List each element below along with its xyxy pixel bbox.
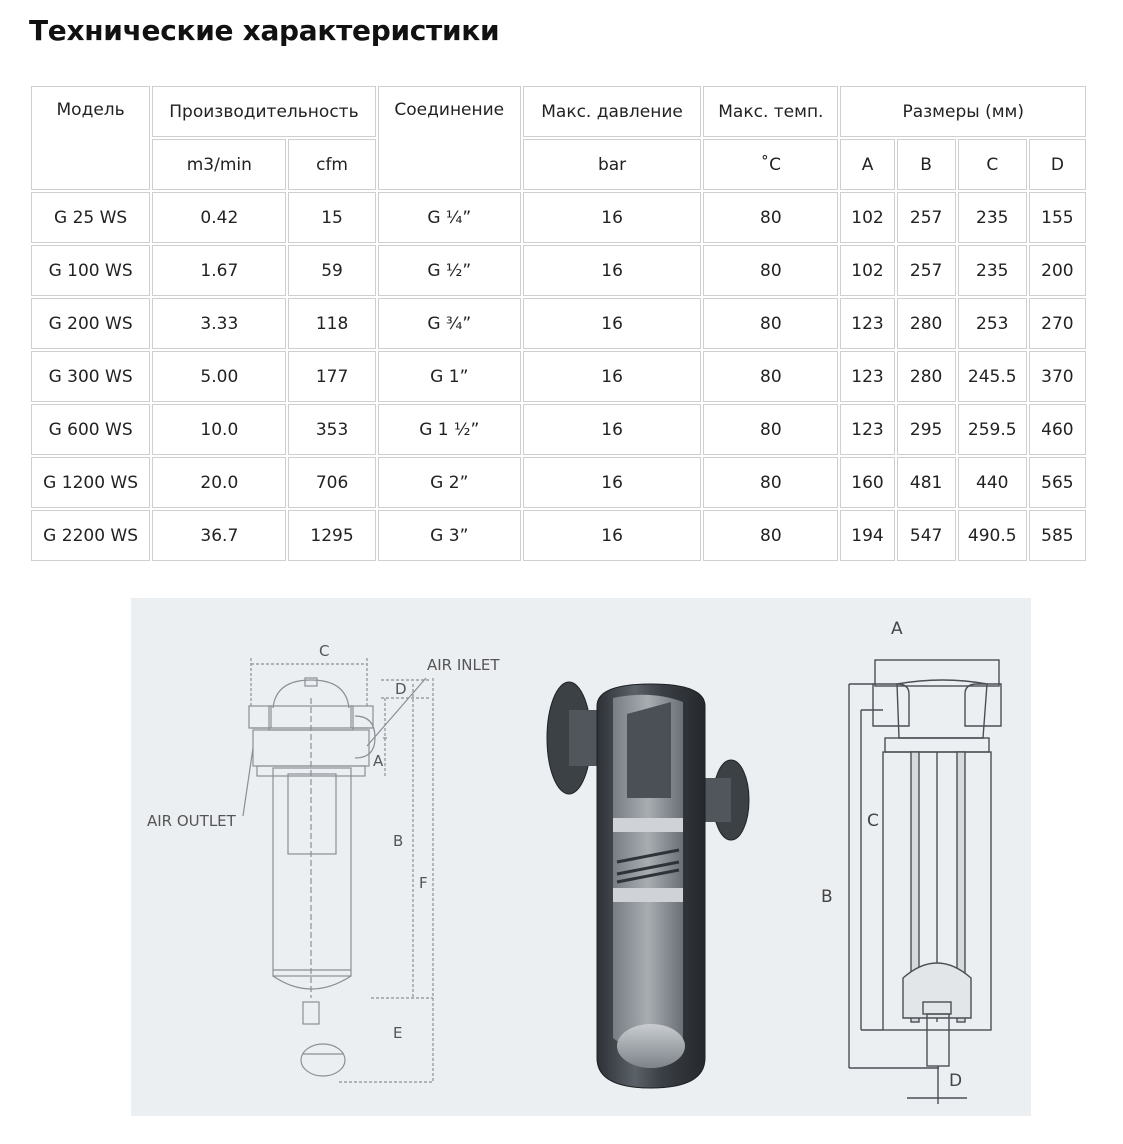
label-air-outlet: AIR OUTLET xyxy=(147,812,236,830)
cell-dim-d: 585 xyxy=(1029,510,1086,561)
cell-model: G 25 WS xyxy=(31,192,150,243)
cell-temp: 80 xyxy=(703,298,838,349)
cell-dim-b: 481 xyxy=(897,457,956,508)
cell-pressure: 16 xyxy=(523,192,701,243)
cell-dim-d: 270 xyxy=(1029,298,1086,349)
cell-model: G 300 WS xyxy=(31,351,150,402)
header-max-pressure: Макс. давление xyxy=(523,86,701,137)
subheader-celsius: ˚C xyxy=(703,139,838,190)
label-air-inlet: AIR INLET xyxy=(427,656,500,674)
cell-temp: 80 xyxy=(703,404,838,455)
cell-dim-a: 160 xyxy=(840,457,894,508)
left-schematic-labels xyxy=(147,642,500,1042)
cell-dim-c: 259.5 xyxy=(958,404,1027,455)
label-b-left: B xyxy=(393,832,404,850)
cell-cfm: 15 xyxy=(288,192,375,243)
cell-dim-a: 123 xyxy=(840,351,894,402)
header-max-temp: Макс. темп. xyxy=(703,86,838,137)
filter-diagram-svg xyxy=(131,598,1031,1116)
header-model: Модель xyxy=(31,86,150,190)
cell-temp: 80 xyxy=(703,457,838,508)
subheader-dim-c: C xyxy=(958,139,1027,190)
cell-dim-d: 200 xyxy=(1029,245,1086,296)
right-schematic-labels xyxy=(821,619,962,1091)
cell-m3min: 1.67 xyxy=(152,245,286,296)
spec-table xyxy=(29,84,1088,563)
table-row xyxy=(31,510,1086,561)
cell-model: G 100 WS xyxy=(31,245,150,296)
cell-dim-c: 490.5 xyxy=(958,510,1027,561)
label-b-right: B xyxy=(821,887,833,907)
cell-dim-c: 440 xyxy=(958,457,1027,508)
label-f-left: F xyxy=(419,874,428,892)
cell-connection: G 1 ½” xyxy=(378,404,521,455)
cell-dim-c: 245.5 xyxy=(958,351,1027,402)
cell-dim-a: 194 xyxy=(840,510,894,561)
cell-temp: 80 xyxy=(703,245,838,296)
cell-model: G 600 WS xyxy=(31,404,150,455)
cell-pressure: 16 xyxy=(523,298,701,349)
cell-cfm: 118 xyxy=(288,298,375,349)
cell-dim-c: 235 xyxy=(958,192,1027,243)
filter-cutaway-3d xyxy=(547,682,749,1088)
filter-diagram xyxy=(131,598,1031,1116)
cell-m3min: 10.0 xyxy=(152,404,286,455)
cell-temp: 80 xyxy=(703,351,838,402)
right-schematic xyxy=(849,660,1001,1104)
subheader-dim-b: B xyxy=(897,139,956,190)
table-row xyxy=(31,351,1086,402)
cell-pressure: 16 xyxy=(523,351,701,402)
subheader-dim-a: A xyxy=(840,139,894,190)
cell-dim-d: 565 xyxy=(1029,457,1086,508)
label-e-left: E xyxy=(393,1024,403,1042)
cell-m3min: 36.7 xyxy=(152,510,286,561)
cell-model: G 1200 WS xyxy=(31,457,150,508)
subheader-cfm: cfm xyxy=(288,139,375,190)
subheader-m3min: m3/min xyxy=(152,139,286,190)
cell-cfm: 177 xyxy=(288,351,375,402)
header-capacity: Производительность xyxy=(152,86,375,137)
cell-temp: 80 xyxy=(703,510,838,561)
cell-dim-d: 155 xyxy=(1029,192,1086,243)
cell-dim-b: 280 xyxy=(897,351,956,402)
cell-dim-d: 460 xyxy=(1029,404,1086,455)
header-connection: Соединение xyxy=(378,86,521,190)
cell-dim-a: 123 xyxy=(840,298,894,349)
page-title: Технические характеристики xyxy=(29,14,500,47)
label-c-left: C xyxy=(319,642,330,660)
cell-connection: G ¼” xyxy=(378,192,521,243)
table-row xyxy=(31,192,1086,243)
cell-dim-b: 547 xyxy=(897,510,956,561)
cell-dim-c: 253 xyxy=(958,298,1027,349)
cell-dim-c: 235 xyxy=(958,245,1027,296)
label-a-left: A xyxy=(373,752,384,770)
cell-dim-d: 370 xyxy=(1029,351,1086,402)
label-c-right: C xyxy=(867,811,879,831)
cell-cfm: 706 xyxy=(288,457,375,508)
cell-m3min: 5.00 xyxy=(152,351,286,402)
cell-pressure: 16 xyxy=(523,245,701,296)
cell-dim-a: 102 xyxy=(840,245,894,296)
cell-cfm: 59 xyxy=(288,245,375,296)
label-a-right: A xyxy=(891,619,903,639)
cell-dim-a: 102 xyxy=(840,192,894,243)
header-row xyxy=(31,86,1086,137)
cell-dim-b: 295 xyxy=(897,404,956,455)
cell-dim-b: 257 xyxy=(897,192,956,243)
cell-pressure: 16 xyxy=(523,457,701,508)
cell-dim-a: 123 xyxy=(840,404,894,455)
header-dimensions: Размеры (мм) xyxy=(840,86,1086,137)
cell-m3min: 0.42 xyxy=(152,192,286,243)
cell-pressure: 16 xyxy=(523,510,701,561)
cell-connection: G ¾” xyxy=(378,298,521,349)
cell-m3min: 3.33 xyxy=(152,298,286,349)
label-d-left: D xyxy=(395,680,407,698)
cell-connection: G 3” xyxy=(378,510,521,561)
table-row xyxy=(31,245,1086,296)
table-row xyxy=(31,404,1086,455)
cell-temp: 80 xyxy=(703,192,838,243)
cell-cfm: 1295 xyxy=(288,510,375,561)
cell-model: G 2200 WS xyxy=(31,510,150,561)
subheader-row xyxy=(31,139,1086,190)
cell-connection: G ½” xyxy=(378,245,521,296)
label-d-right: D xyxy=(949,1071,963,1091)
subheader-bar: bar xyxy=(523,139,701,190)
table-row xyxy=(31,298,1086,349)
cell-pressure: 16 xyxy=(523,404,701,455)
cell-connection: G 1” xyxy=(378,351,521,402)
cell-dim-b: 280 xyxy=(897,298,956,349)
cell-model: G 200 WS xyxy=(31,298,150,349)
subheader-dim-d: D xyxy=(1029,139,1086,190)
left-schematic xyxy=(243,658,433,1082)
table-row xyxy=(31,457,1086,508)
cell-m3min: 20.0 xyxy=(152,457,286,508)
cell-connection: G 2” xyxy=(378,457,521,508)
cell-cfm: 353 xyxy=(288,404,375,455)
cell-dim-b: 257 xyxy=(897,245,956,296)
spec-table-body xyxy=(31,192,1086,561)
